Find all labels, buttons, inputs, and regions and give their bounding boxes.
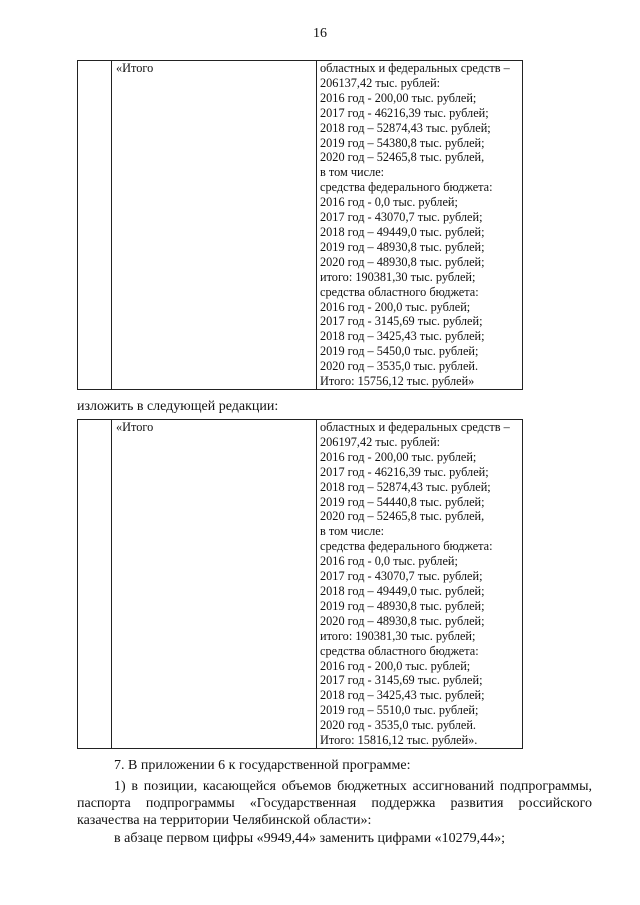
budget-line: Итого: 15756,12 тыс. рублей» xyxy=(320,374,475,389)
budget-line: 2017 год - 43070,7 тыс. рублей; xyxy=(320,569,483,584)
budget-line: 2018 год – 3425,43 тыс. рублей; xyxy=(320,329,485,344)
label-cell xyxy=(112,420,317,749)
blank-cell xyxy=(78,420,112,749)
budget-table-old xyxy=(77,60,523,390)
budget-line: 2020 год – 52465,8 тыс. рублей, xyxy=(320,150,485,165)
blank-cell xyxy=(78,61,112,390)
budget-line: 2016 год - 200,0 тыс. рублей; xyxy=(320,658,471,673)
budget-line: 2018 год – 49449,0 тыс. рублей; xyxy=(320,583,485,598)
budget-line: 2020 год – 48930,8 тыс. рублей; xyxy=(320,254,485,269)
transition-text: изложить в следующей редакции: xyxy=(77,399,279,414)
budget-line: 206197,42 тыс. рублей: xyxy=(320,434,441,449)
budget-line: средства федерального бюджета: xyxy=(320,539,493,554)
label-cell xyxy=(112,61,317,390)
budget-line: Итого: 15816,12 тыс. рублей». xyxy=(320,733,478,748)
table-row xyxy=(78,61,523,390)
budget-line: 2018 год – 52874,43 тыс. рублей; xyxy=(320,120,491,135)
budget-line: 2016 год - 200,0 тыс. рублей; xyxy=(320,299,471,314)
budget-line: средства областного бюджета: xyxy=(320,643,479,658)
budget-line: 2017 год - 46216,39 тыс. рублей; xyxy=(320,464,489,479)
values-cell xyxy=(317,61,523,390)
budget-line: 206137,42 тыс. рублей: xyxy=(320,75,441,90)
budget-line: областных и федеральных средств – xyxy=(320,61,510,75)
budget-table-new xyxy=(77,419,523,749)
label-text: «Итого xyxy=(116,61,154,75)
budget-line: 2019 год – 48930,8 тыс. рублей; xyxy=(320,598,485,613)
budget-line: 2016 год - 0,0 тыс. рублей; xyxy=(320,554,458,569)
budget-line: 2016 год - 200,00 тыс. рублей; xyxy=(320,90,477,105)
values-cell xyxy=(317,420,523,749)
budget-line: 2020 год – 52465,8 тыс. рублей, xyxy=(320,509,485,524)
budget-line: 2018 год – 52874,43 тыс. рублей; xyxy=(320,479,491,494)
budget-line: в том числе: xyxy=(320,524,385,539)
budget-line: 2019 год – 54380,8 тыс. рублей; xyxy=(320,135,485,150)
budget-line: 2017 год - 3145,69 тыс. рублей; xyxy=(320,673,483,688)
budget-line: в том числе: xyxy=(320,165,385,180)
budget-line: областных и федеральных средств – xyxy=(320,420,510,434)
budget-line: 2020 год - 3535,0 тыс. рублей. xyxy=(320,718,477,733)
budget-line: 2019 год – 48930,8 тыс. рублей; xyxy=(320,239,485,254)
budget-line: 2017 год - 3145,69 тыс. рублей; xyxy=(320,314,483,329)
paragraph-item-7: 7. В приложении 6 к государственной программе: xyxy=(114,758,411,773)
budget-line: 2019 год – 5510,0 тыс. рублей; xyxy=(320,703,479,718)
budget-line: 2017 год - 46216,39 тыс. рублей; xyxy=(320,105,489,120)
budget-line: 2019 год – 54440,8 тыс. рублей; xyxy=(320,494,485,509)
paragraph-first-abz: в абзаце первом цифры «9949,44» заменить цифрами «10279,44»; xyxy=(114,831,505,846)
budget-line: 2020 год – 48930,8 тыс. рублей; xyxy=(320,613,485,628)
label-text: «Итого xyxy=(116,420,154,434)
budget-line: 2019 год – 5450,0 тыс. рублей; xyxy=(320,344,479,359)
budget-line: средства областного бюджета: xyxy=(320,284,479,299)
budget-line: 2020 год – 3535,0 тыс. рублей. xyxy=(320,359,479,374)
table-row xyxy=(78,420,523,749)
budget-line: итого: 190381,30 тыс. рублей; xyxy=(320,269,476,284)
budget-line: 2016 год - 200,00 тыс. рублей; xyxy=(320,449,477,464)
budget-line: 2016 год - 0,0 тыс. рублей; xyxy=(320,195,458,210)
budget-line: 2018 год – 49449,0 тыс. рублей; xyxy=(320,224,485,239)
budget-line: 2018 год – 3425,43 тыс. рублей; xyxy=(320,688,485,703)
budget-line: 2017 год - 43070,7 тыс. рублей; xyxy=(320,210,483,225)
paragraph-subitem-1: 1) в позиции, касающейся объемов бюджетных ассигнований подпрограммы, паспорта подпрограммы «Государственная поддержка развития российского казачества на территории Челябинской области»: xyxy=(77,779,592,828)
budget-line: средства федерального бюджета: xyxy=(320,180,493,195)
budget-line: итого: 190381,30 тыс. рублей; xyxy=(320,628,476,643)
page-number: 16 xyxy=(313,26,327,41)
